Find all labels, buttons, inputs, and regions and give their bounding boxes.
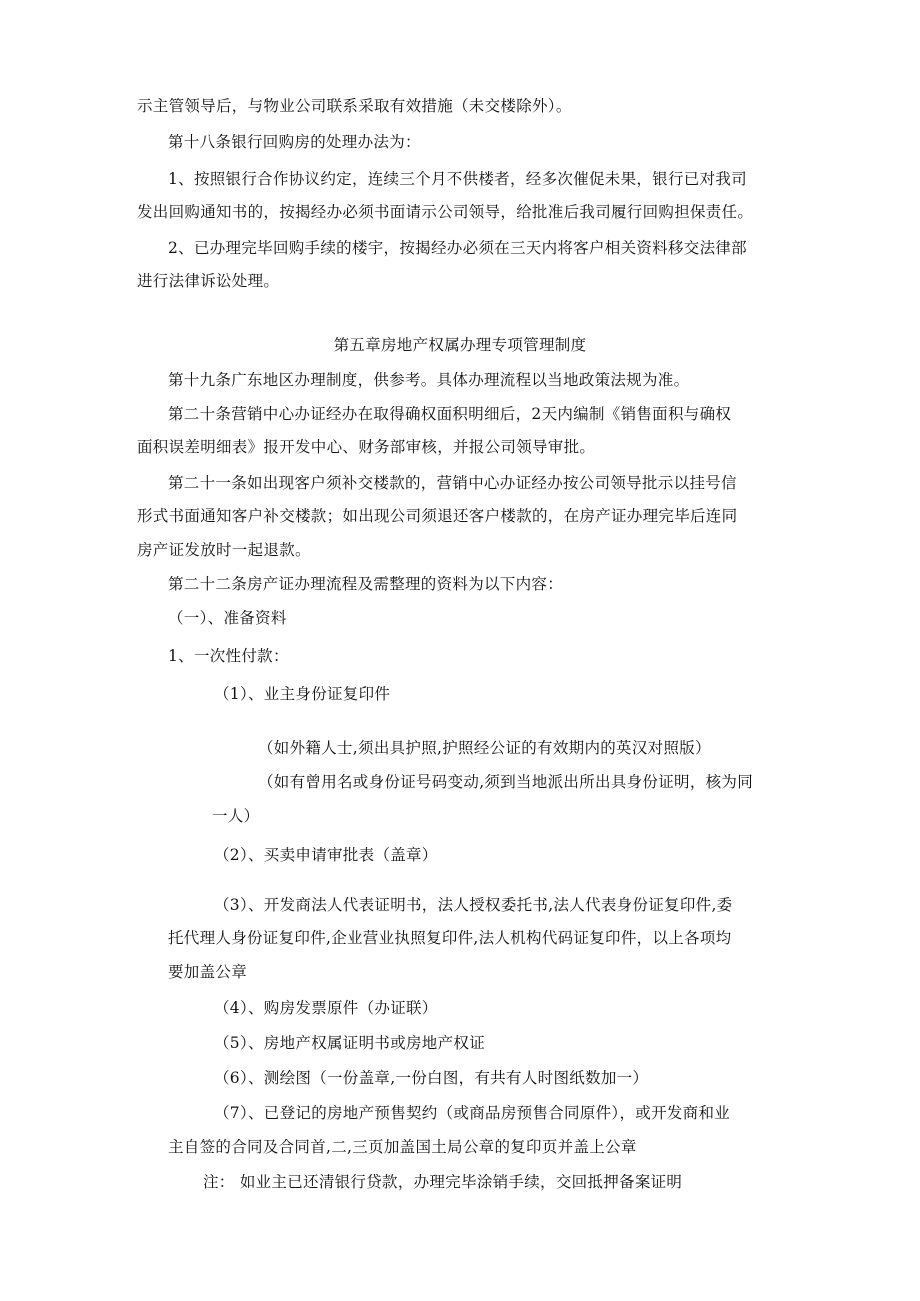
note-line: （如外籍人士,须出具护照,护照经公证的有效期内的英汉对照版） [258,739,711,757]
list-item: （5）、房地产权属证明书或房地产权证 [214,1034,486,1052]
list-item: （2）、买卖申请审批表（盖章） [214,846,438,864]
text-line: 第二十二条房产证办理流程及需整理的资料为以下内容： [168,575,564,593]
text-line: 托代理人身份证复印件,企业营业执照复印件,法人机构代码证复印件，以上各项均 [168,929,732,947]
text-line: 第二十条营销中心办证经办在取得确权面积明细后，2天内编制《销售面积与确权 [168,405,732,423]
text-line: 房产证发放时一起退款。 [137,541,311,559]
list-item: （一）、准备资料 [168,609,287,627]
list-item: （7）、已登记的房地产预售契约（或商品房预售合同原件），或开发商和业 [214,1104,731,1122]
text-line: 要加盖公章 [168,963,248,981]
text-line: 主自签的合同及合同首,二,三页加盖国土局公章的复印页并盖上公章 [168,1138,637,1156]
text-line: 面积误差明细表》报开发中心、财务部审核，并报公司领导审批。 [137,438,596,456]
chapter-title: 第五章房地产权属办理专项管理制度 [333,336,587,354]
note-line: 一人） [212,807,260,825]
note-line: （如有曾用名或身份证号码变动,须到当地派出所出具身份证明，核为同 [258,773,754,791]
list-item: （1）、业主身份证复印件 [214,685,391,703]
text-line: 进行法律诉讼处理。 [137,272,280,290]
note-line: 注： 如业主已还清银行贷款，办理完毕涂销手续，交回抵押备案证明 [203,1173,683,1191]
list-item: 1、一次性付款： [168,647,289,665]
text-line: 第二十一条如出现客户须补交楼款的，营销中心办证经办按公司领导批示以挂号信 [168,474,737,492]
text-line: 示主管领导后，与物业公司联系采取有效措施（未交楼除外）。 [137,97,572,115]
text-line: 第十九条广东地区办理制度，供参考。具体办理流程以当地政策法规为准。 [168,371,690,389]
text-line: 发出回购通知书的，按揭经办必须书面请示公司领导，给批准后我司履行回购担保责任。 [137,203,754,221]
list-item: （3）、开发商法人代表证明书，法人授权委托书,法人代表身份证复印件,委 [214,896,733,914]
text-line: 形式书面通知客户补交楼款；如出现公司须退还客户楼款的，在房产证办理完毕后连同 [137,507,738,525]
list-item: （6）、测绘图（一份盖章,一份白图，有共有人时图纸数加一） [214,1069,649,1087]
text-line: 2、已办理完毕回购手续的楼宇，按揭经办必须在三天内将客户相关资料移交法律部 [168,239,747,257]
article-heading: 第十八条银行回购房的处理办法为： [168,133,421,151]
list-item: （4）、购房发票原件（办证联） [214,999,438,1017]
text-line: 1、按照银行合作协议约定，连续三个月不供楼者，经多次催促未果，银行已对我司 [168,170,747,188]
